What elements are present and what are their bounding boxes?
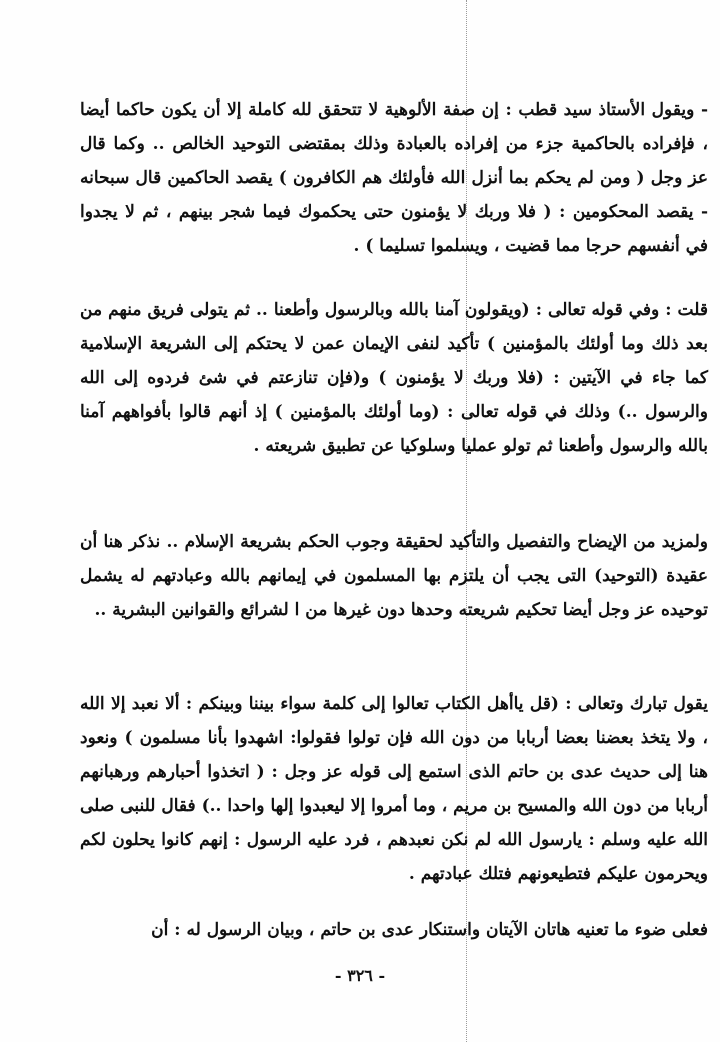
page-number: - ٣٢٦ -: [334, 966, 386, 985]
paragraph-conclusion-start: فعلى ضوء ما تعنيه هاتان الآيتان واستنكار عدى بن حاتم ، وبيان الرسول له : أن: [151, 920, 708, 940]
paragraph-adi-bin-hatim-hadith: يقول تبارك وتعالى : (قل ياأهل الكتاب تعالوا إلى كلمة سواء بيننا وبينكم : ألا نعبد إلا الله ، ولا يتخذ بعضنا بعضا أربابا من دون الله فإن تولوا فقولوا: اشهدوا بأنا مسلمون ) ونعود هنا إلى حديث عدى بن حاتم الذى استمع إلى قوله عز وجل : ( اتخذوا أحبارهم ورهبانهم أربابا من دون الله والمسيح بن مريم ، وما أمروا إلا ليعبدوا إلها واحدا ..) فقال للنبى صلى الله عليه وسلم : يارسول الله لم نكن نعبدهم ، فرد عليه الرسول : إنهم كانوا يحلون لكم ويحرمون عليكم فتطيعونهم فتلك عبادتهم .: [80, 694, 708, 884]
paragraph-sayyid-qutb-quote: - ويقول الأستاذ سيد قطب : إن صفة الألوهية لا تتحقق لله كاملة إلا أن يكون حاكما أيضا ، فإفراده بالحاكمية جزء من إفراده بالعبادة وذلك بمقتضى التوحيد الخالص .. وكما قال عز وجل ( ومن لم يحكم بما أنزل الله فأولئك هم الكافرون ) يقصد الحاكمين قال سبحانه - يقصد المحكومين : ( فلا وربك لا يؤمنون حتى يحكموك فيما شجر بينهم ، ثم لا يجدوا في أنفسهم حرجا مما قضيت ، ويسلموا تسليما ) .: [80, 100, 708, 256]
paragraph-commentary-verses: قلت : وفي قوله تعالى : (ويقولون آمنا بالله وبالرسول وأطعنا .. ثم يتولى فريق منهم من بعد ذلك وما أولئك بالمؤمنين ) تأكيد لنفى الإيمان عمن لا يحتكم إلى الشريعة الإسلامية كما جاء في الآيتين : (فلا وربك لا يؤمنون ) و(فإن تنازعتم في شئ فردوه إلى الله والرسول ..) وذلك في قوله تعالى : (وما أولئك بالمؤمنين ) إذ أنهم قالوا بأفواههم آمنا بالله والرسول وأطعنا ثم تولو عمليا وسلوكيا عن تطبيق شريعته .: [80, 300, 708, 456]
paragraph-tawhid-clarification: ولمزيد من الإيضاح والتفصيل والتأكيد لحقيقة وجوب الحكم بشريعة الإسلام .. نذكر هنا أن عقيدة (التوحيد) التى يجب أن يلتزم بها المسلمون في إيمانهم بالله وعبادتهم له يشمل توحيده عز وجل أيضا تحكيم شريعته وحدها دون غيرها من ا لشرائع والقوانين البشرية ..: [80, 532, 708, 620]
